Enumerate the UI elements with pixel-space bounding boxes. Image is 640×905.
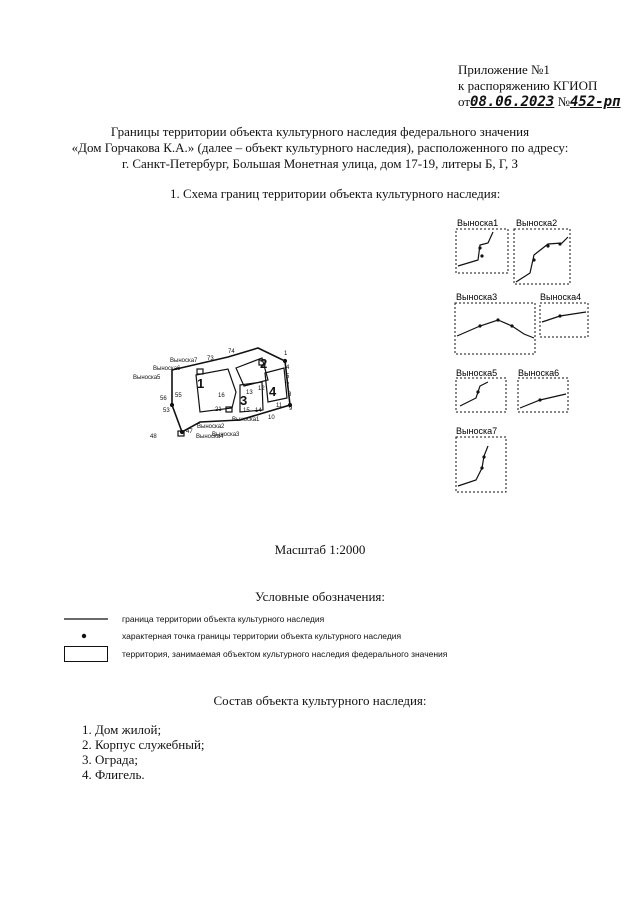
map-label: Выноска6 bbox=[153, 366, 181, 372]
callout-1-title: Выноска1 bbox=[457, 218, 499, 228]
map-label: Выноска2 bbox=[197, 424, 225, 430]
map-label: 53 bbox=[163, 408, 170, 414]
map-label: 8 bbox=[288, 392, 292, 398]
handwritten-number: 452-рп bbox=[569, 94, 621, 110]
map-label: Выноска4 bbox=[196, 434, 224, 440]
callout-4 bbox=[540, 292, 588, 337]
callout-2 bbox=[514, 218, 570, 284]
map-label: 10 bbox=[268, 415, 275, 421]
composition-list bbox=[82, 722, 205, 782]
list-item: 4. Флигель. bbox=[82, 767, 145, 782]
callout-3-title: Выноска3 bbox=[456, 292, 498, 302]
callout-5-title: Выноска5 bbox=[456, 368, 498, 378]
map-label: 55 bbox=[175, 393, 182, 399]
building-4-label: 4 bbox=[269, 384, 277, 399]
callout-6-title: Выноска6 bbox=[518, 368, 560, 378]
date-prefix: от bbox=[458, 94, 471, 109]
title-line1: Границы территории объекта культурного наследия федерального значения bbox=[110, 124, 530, 139]
legend-item-label: граница территории объекта культурного наследия bbox=[122, 614, 325, 624]
appendix-line2: к распоряжению КГИОП bbox=[458, 78, 598, 93]
handwritten-date: 08.06.2023 bbox=[470, 94, 555, 110]
map-label: 16 bbox=[218, 393, 225, 399]
callout-3 bbox=[455, 292, 535, 354]
list-item: 2. Корпус служебный; bbox=[82, 737, 205, 752]
legend-item-label: характерная точка границы территории объекта культурного наследия bbox=[122, 631, 402, 641]
title-line2: «Дом Горчакова К.А.» (далее – объект культурного наследия), расположенного по адресу: bbox=[71, 140, 569, 155]
title-line3: г. Санкт-Петербург, Большая Монетная улица, дом 17-19, литеры Б, Г, З bbox=[121, 156, 518, 171]
building-numbers bbox=[197, 356, 277, 408]
building-1-label: 1 bbox=[197, 376, 205, 391]
callout-1 bbox=[456, 218, 508, 273]
map-label: Выноска5 bbox=[133, 375, 161, 381]
map-label: 9 bbox=[289, 406, 293, 412]
map-label: Выноска7 bbox=[170, 358, 198, 364]
map-label: Выноска1 bbox=[232, 417, 260, 423]
map-label: 14 bbox=[255, 408, 262, 414]
legend-point-symbol bbox=[64, 632, 108, 640]
legend-territory-symbol bbox=[64, 646, 108, 662]
list-item: 3. Ограда; bbox=[82, 752, 138, 767]
map-label: 15 bbox=[243, 408, 250, 414]
map-label: 73 bbox=[207, 356, 214, 362]
map-label: Выноска3 bbox=[212, 432, 240, 438]
map-label: 12 bbox=[258, 386, 265, 392]
section-heading-scheme: 1. Схема границ территории объекта культурного наследия: bbox=[170, 186, 501, 201]
map-scale: Масштаб 1:2000 bbox=[274, 542, 366, 557]
callout-7-title: Выноска7 bbox=[456, 426, 498, 436]
map-label: 56 bbox=[160, 396, 167, 402]
list-item: 1. Дом жилой; bbox=[82, 722, 162, 737]
composition-title: Состав объекта культурного наследия: bbox=[213, 693, 427, 708]
legend-line-symbol bbox=[64, 617, 108, 621]
map-label: 4 bbox=[286, 365, 290, 371]
legend-title: Условные обозначения: bbox=[254, 589, 386, 604]
callout-2-title: Выноска2 bbox=[516, 218, 558, 228]
callout-6 bbox=[518, 368, 568, 412]
map-label: 74 bbox=[228, 349, 235, 355]
map-label: 11 bbox=[276, 403, 283, 409]
callout-5 bbox=[456, 368, 506, 412]
map-label: 1 bbox=[284, 351, 288, 357]
building-3-label: 3 bbox=[240, 393, 248, 408]
building-2-label: 2 bbox=[260, 356, 268, 371]
number-prefix: № bbox=[557, 94, 570, 109]
map-label: 7 bbox=[286, 383, 290, 389]
map-label: 13 bbox=[246, 390, 253, 396]
map-label: 48 bbox=[150, 434, 157, 440]
map-label: 5 bbox=[286, 374, 290, 380]
map-label: 47 bbox=[186, 429, 193, 435]
callout-7 bbox=[456, 426, 506, 492]
legend-item-label: территория, занимаемая объектом культурного наследия федерального значения bbox=[122, 649, 448, 659]
appendix-line1: Приложение №1 bbox=[458, 62, 550, 77]
map-label: 21 bbox=[215, 407, 222, 413]
callout-4-title: Выноска4 bbox=[540, 292, 582, 302]
